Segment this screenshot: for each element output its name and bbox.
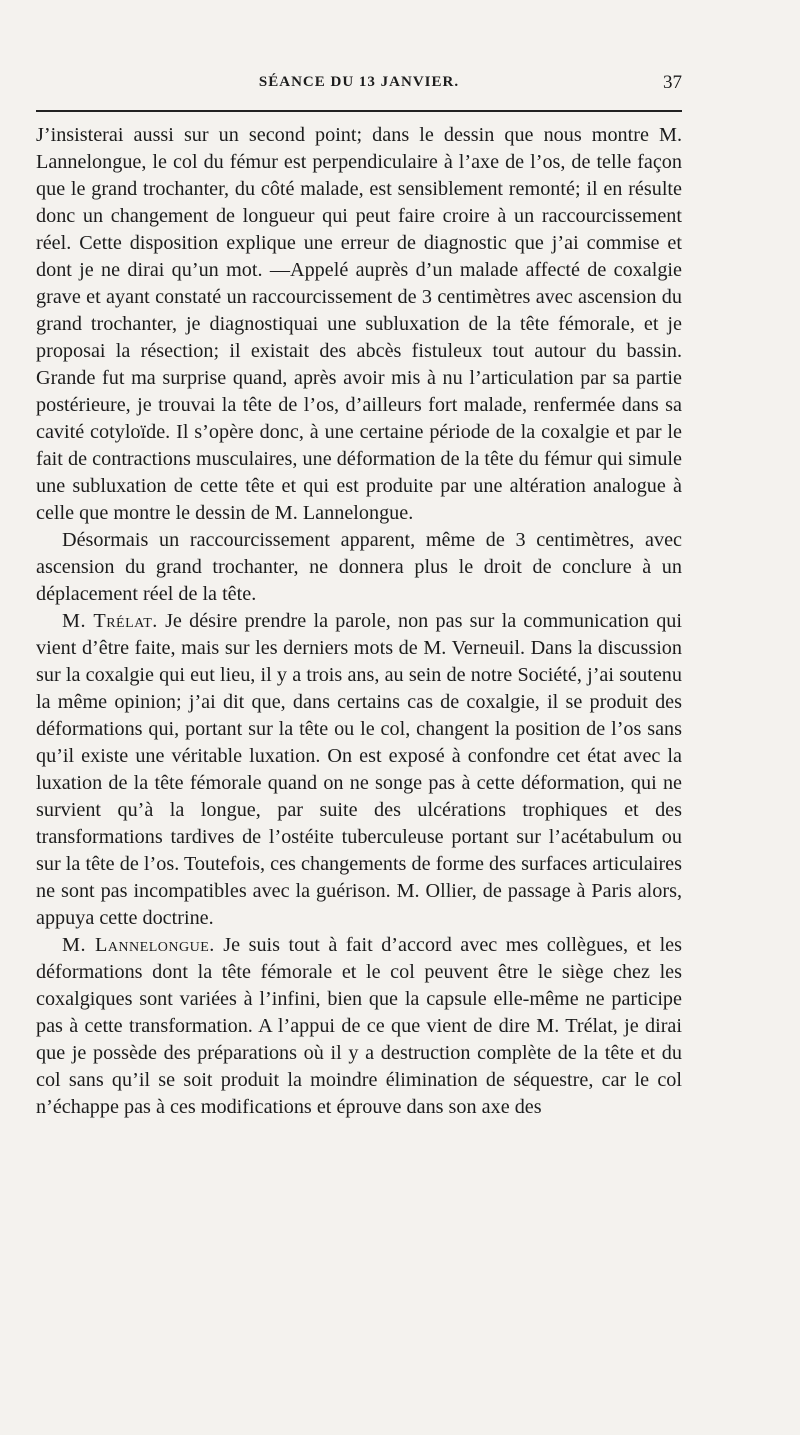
running-head xyxy=(36,74,682,98)
page-header-title: SÉANCE DU 13 JANVIER. xyxy=(258,74,460,90)
page-number: 37 xyxy=(663,72,682,93)
paragraph-text: Je désire prendre la parole, non pas sur la communication qui vient d’être faite, mais sur les derniers mots de M. Verneuil. Dans la discussion sur la coxalgie qui eut lieu, il y a trois ans, au sein de notre Société, j’ai soutenu la même opinion; j’ai dit que, dans certains cas de coxalgie, il se produit des déformations qui, portant sur la tête ou le col, changent la position de l’os sans qu’il existe une véritable luxation. On est exposé à confondre cet état avec la luxation de la tête fémorale quand on ne songe pas à cette déformation, qui ne survient qu’à la longue, par suite des ulcérations trophiques et des transformations tardives de l’ostéite tuberculeuse portant sur l’acétabulum ou sur la tête de l’os. Toutefois, ces changements de forme des surfaces articulaires ne sont pas incompatibles avec la guérison. M. Ollier, de passage à Paris alors, appuya cette doctrine. xyxy=(36,610,683,929)
speaker-name: M. Trélat. xyxy=(62,610,158,632)
header-rule xyxy=(36,110,682,112)
speaker-name: M. Lannelongue. xyxy=(62,934,215,956)
paragraph-2 xyxy=(36,527,682,608)
paragraph-1 xyxy=(36,122,682,527)
body-text xyxy=(36,122,682,1121)
paragraph-4 xyxy=(36,932,682,1121)
paragraph-3 xyxy=(36,608,682,932)
paragraph-text: Je suis tout à fait d’accord avec mes collègues, et les déformations dont la tête fémorale et le col peuvent être le siège chez les coxalgiques sont variées à l’infini, bien que la capsule elle-même ne participe pas à cette transformation. A l’appui de ce que vient de dire M. Trélat, je dirai que je possède des préparations où il y a destruction complète de la tête et du col sans qu’il se soit produit la moindre élimination de séquestre, car le col n’échappe pas à ces modifications et éprouve dans son axe des xyxy=(36,934,682,1118)
paragraph-text: Désormais un raccourcissement apparent, même de 3 centimètres, avec ascension du grand trochanter, ne donnera plus le droit de conclure à un déplacement réel de la tête. xyxy=(36,529,682,605)
paragraph-text: J’insisterai aussi sur un second point; dans le dessin que nous montre M. Lannelongue, le col du fémur est perpendiculaire à l’axe de l’os, de telle façon que le grand trochanter, du côté malade, est sensiblement remonté; il en résulte donc un changement de longueur qui peut faire croire à un raccourcissement réel. Cette disposition explique une erreur de diagnostic que j’ai commise et dont je ne dirai qu’un mot. —Appelé auprès d’un malade affecté de coxalgie grave et ayant constaté un raccourcissement de 3 centimètres avec ascension du grand trochanter, je diagnostiquai une subluxation de la tête fémorale, et je proposai la résection; il existait des abcès fistuleux tout autour du bassin. Grande fut ma surprise quand, après avoir mis à nu l’articulation par sa partie postérieure, je trouvai la tête de l’os, d’ailleurs fort malade, renfermée dans sa cavité cotyloïde. Il s’opère donc, à une certaine période de la coxalgie et par le fait de contractions musculaires, une déformation de la tête du fémur qui simule une subluxation de cette tête et qui est produite par une altération analogue à celle que montre le dessin de M. Lannelongue. xyxy=(36,124,682,524)
